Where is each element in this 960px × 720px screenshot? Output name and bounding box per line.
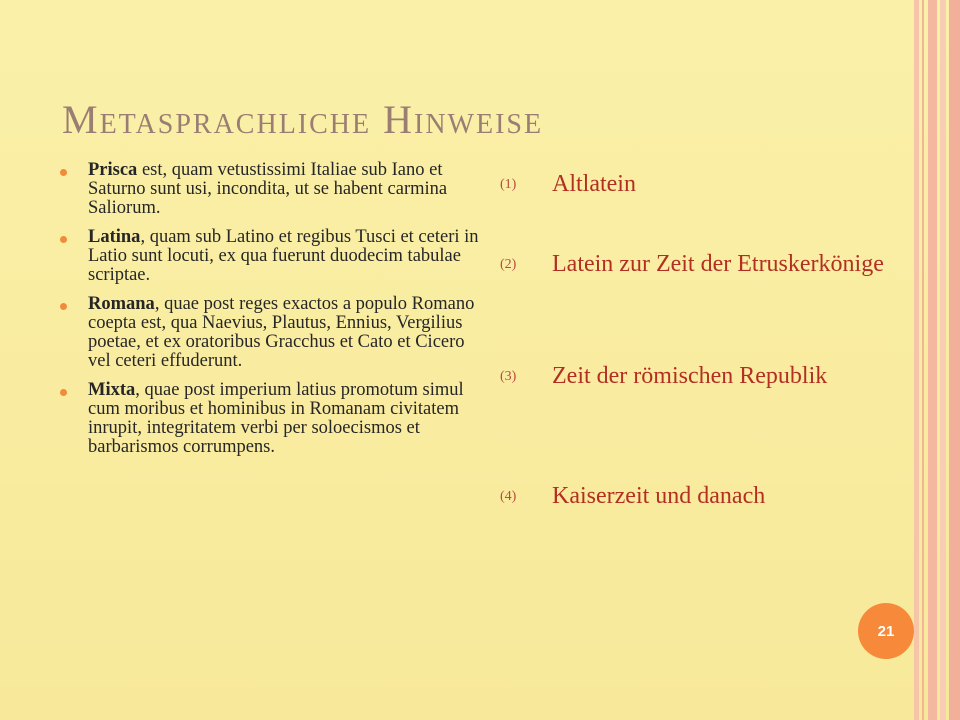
item-number: (2) [500, 257, 517, 272]
item-number: (1) [500, 177, 517, 192]
latin-varieties-list [60, 161, 480, 467]
bullet-icon [60, 389, 67, 396]
term: Latina [88, 227, 141, 247]
description: , quae post imperium latius promotum simul cum moribus et hominibus in Romanam civitatem inrupit, integritatem verbi per soloecismos et barbarismos corrumpens. [88, 380, 464, 457]
bullet-icon [60, 169, 67, 176]
slide-title: Metasprachliche Hinweise [62, 97, 544, 142]
term: Prisca [88, 160, 138, 180]
item-number: (3) [500, 369, 517, 384]
description: , quae post reges exactos a populo Romano coepta est, qua Naevius, Plautus, Ennius, Vergilius poetae, et ex oratoribus Gracchus et Cato et Cicero vel ceteri effuderunt. [88, 294, 475, 371]
period-label: Zeit der römischen Republik [552, 363, 828, 389]
list-item [60, 228, 480, 285]
period-label: Altlatein [552, 171, 636, 197]
list-item [60, 381, 480, 457]
bullet-icon [60, 303, 67, 310]
item-number: (4) [500, 489, 517, 504]
description: , quam sub Latino et regibus Tusci et ceteri in Latio sunt locuti, ex qua fuerunt duodecim tabulae scriptae. [88, 227, 479, 285]
description: est, quam vetustissimi Italiae sub Iano et Saturno sunt usi, incondita, ut se habent carmina Saliorum. [88, 160, 448, 218]
list-item [60, 295, 480, 371]
page-number-badge: 21 [858, 603, 914, 659]
term: Mixta [88, 380, 136, 400]
period-label: Kaiserzeit und danach [552, 483, 766, 509]
term: Romana [88, 294, 155, 314]
list-item [60, 161, 480, 218]
period-label: Latein zur Zeit der Etruskerkönige [552, 251, 884, 277]
bullet-icon [60, 236, 67, 243]
